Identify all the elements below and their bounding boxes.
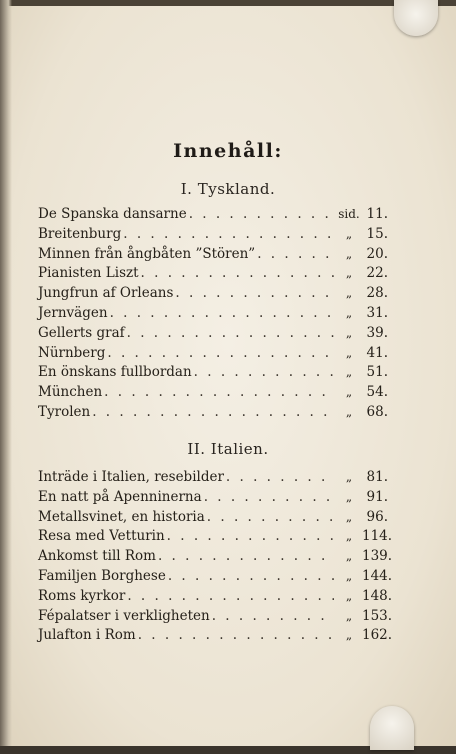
toc-heading: Innehåll:: [173, 140, 283, 162]
toc-entry: [38, 305, 388, 325]
toc-entry: [38, 469, 388, 489]
leader-dots: [175, 285, 334, 301]
entry-title: Gellerts graf: [38, 324, 125, 341]
entry-page: 28.: [366, 285, 388, 302]
toc-entry: [38, 325, 388, 345]
toc-entry: [38, 206, 388, 226]
entry-page: 15.: [366, 225, 388, 242]
leader-dots: [138, 627, 334, 643]
page-clip-bottom: [370, 706, 414, 750]
entry-mark: „: [345, 404, 353, 419]
entry-title: Resa med Vetturin: [38, 528, 165, 545]
entry-title: Breitenburg: [38, 225, 122, 242]
entry-title: Pianisten Liszt: [38, 265, 139, 282]
entry-mark: „: [345, 549, 353, 564]
entry-page: 148.: [362, 587, 393, 604]
leader-dots: [212, 608, 334, 624]
page-binding-edge: [0, 0, 12, 754]
leader-dots: [226, 469, 334, 485]
entry-page: 54.: [366, 384, 388, 401]
entry-mark: „: [345, 365, 353, 380]
leader-dots: [104, 384, 334, 400]
entry-mark: „: [345, 325, 353, 340]
entry-mark: „: [345, 588, 353, 603]
toc-entry: [38, 285, 388, 305]
entry-page: 22.: [366, 265, 388, 282]
entry-page: 41.: [366, 344, 388, 361]
toc-entry: [38, 528, 393, 548]
entry-page: 11.: [366, 206, 388, 222]
page-top-edge: [0, 0, 456, 6]
toc-entry: [38, 548, 393, 568]
leader-dots: [194, 364, 334, 380]
entry-mark: „: [345, 509, 353, 524]
section-title-tyskland: I. Tyskland.: [180, 180, 276, 198]
toc-entry: [38, 226, 388, 246]
entry-title: En natt på Apenninerna: [38, 488, 202, 505]
toc-entry: [38, 489, 388, 509]
leader-dots: [107, 345, 334, 361]
toc-entry: [38, 246, 388, 266]
entry-title: En önskans fullbordan: [38, 364, 192, 381]
entry-title: Roms kyrkor: [38, 587, 126, 604]
entry-page: 31.: [366, 304, 388, 321]
entry-page: 91.: [366, 488, 388, 505]
entry-title: Inträde i Italien, resebilder: [38, 469, 224, 485]
entry-title: Minnen från ångbåten ”Stören”: [38, 245, 256, 262]
entry-page: 144.: [362, 567, 393, 584]
entry-page: 153.: [362, 607, 393, 624]
entry-title: Jernvägen: [38, 304, 108, 321]
entry-title: Ankomst till Rom: [38, 548, 156, 565]
entry-page: 114.: [362, 528, 393, 545]
entry-page: 68.: [366, 403, 388, 420]
entry-title: Fépalatser i verkligheten: [38, 607, 210, 624]
entry-title: München: [38, 384, 103, 401]
entry-title: Nürnberg: [38, 344, 106, 361]
entry-page: 96.: [366, 508, 388, 525]
toc-entry: [38, 404, 388, 424]
toc-entry: [38, 265, 388, 285]
leader-dots: [168, 568, 334, 584]
toc-entry: [38, 587, 393, 608]
entry-title: De Spanska dansarne: [38, 206, 187, 222]
entry-mark: „: [345, 345, 353, 360]
entry-title: Julafton i Rom: [38, 627, 136, 644]
toc-entry: [38, 384, 388, 404]
entry-mark: „: [345, 226, 353, 241]
entry-mark: „: [345, 266, 353, 281]
entry-title: Jungfrun af Orleans: [38, 285, 174, 302]
leader-dots: [92, 404, 334, 420]
toc-entry: [38, 607, 393, 628]
entry-mark: „: [345, 470, 353, 484]
section-title-italien: II. Italien.: [187, 440, 269, 458]
leader-dots: [189, 206, 334, 222]
entry-page: 81.: [366, 469, 388, 485]
toc-entry: [38, 345, 388, 365]
toc-entry: [38, 627, 393, 647]
leader-dots: [123, 226, 334, 242]
entry-title: Tyrolen: [38, 403, 91, 420]
leader-dots: [141, 265, 334, 281]
entry-mark: „: [345, 529, 353, 544]
entry-title: Familjen Borghese: [38, 567, 166, 584]
toc-list-italien: [38, 469, 393, 647]
leader-dots: [127, 325, 334, 341]
entry-page: 39.: [366, 324, 388, 341]
entry-mark: sid.: [338, 207, 360, 221]
entry-page: 51.: [366, 364, 388, 381]
entry-mark: „: [345, 286, 353, 301]
leader-dots: [207, 509, 334, 525]
entry-title: Metallsvinet, en historia: [38, 508, 205, 525]
toc-list-tyskland: [38, 206, 388, 424]
page-clip-top: [394, 0, 438, 36]
entry-mark: „: [345, 305, 353, 320]
entry-mark: „: [345, 385, 353, 400]
leader-dots: [110, 305, 334, 321]
entry-page: 162.: [362, 627, 393, 644]
toc-entry: [38, 364, 388, 384]
entry-mark: „: [345, 628, 353, 643]
toc-entry: [38, 567, 393, 588]
entry-mark: „: [345, 608, 353, 623]
entry-mark: „: [345, 246, 353, 261]
toc-entry: [38, 509, 388, 529]
entry-page: 139.: [362, 548, 393, 565]
leader-dots: [257, 246, 334, 262]
leader-dots: [127, 588, 334, 604]
leader-dots: [167, 528, 334, 544]
leader-dots: [204, 489, 334, 505]
entry-mark: „: [345, 568, 353, 583]
leader-dots: [158, 548, 334, 564]
entry-mark: „: [345, 489, 353, 504]
entry-page: 20.: [366, 245, 388, 262]
